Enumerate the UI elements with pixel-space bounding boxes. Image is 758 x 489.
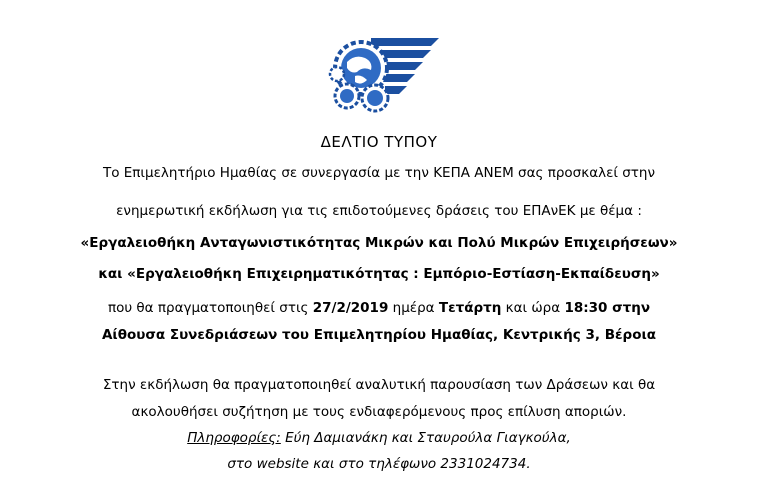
description-line-1: Στην εκδήλωση θα πραγματοποιηθεί αναλυτική παρουσίαση των Δράσεων και θα: [102, 377, 656, 393]
event-datetime-line: [0, 300, 758, 316]
datetime-mid-1: ημέρα: [388, 300, 439, 316]
intro-line-2: ενημερωτική εκδήλωση για τις επιδοτούμενες δράσεις του ΕΠΑνΕΚ με θέμα :: [116, 203, 642, 219]
info-line: [0, 430, 758, 446]
info-label: Πληροφορίες:: [187, 430, 281, 446]
event-date: 27/2/2019: [312, 300, 389, 316]
event-time: 18:30 στην: [564, 300, 651, 316]
topic-line-2: και «Εργαλειοθήκη Επιχειρηματικότητας : Εμπόριο-Εστίαση-Εκπαίδευση»: [98, 266, 660, 282]
event-day: Τετάρτη: [438, 300, 502, 316]
intro-line-1: Το Επιμελητήριο Ημαθίας σε συνεργασία με την ΚΕΠΑ ΑΝΕΜ σας προσκαλεί στην: [102, 165, 656, 181]
topic-line-1: «Εργαλειοθήκη Ανταγωνιστικότητας Μικρών και Πολύ Μικρών Επιχειρήσεων»: [80, 235, 678, 251]
page-title: ΔΕΛΤΙΟ ΤΥΠΟΥ: [320, 133, 438, 151]
datetime-mid-2: και ώρα: [501, 300, 565, 316]
chamber-logo-icon: [327, 34, 445, 116]
contact-line: στο website και στο τηλέφωνο 2331024734.: [227, 456, 531, 472]
info-contacts: Εύη Δαμιανάκη και Σταυρούλα Γιαγκούλα,: [280, 430, 571, 446]
event-venue: Αίθουσα Συνεδριάσεων του Επιμελητηρίου Ημαθίας, Κεντρικής 3, Βέροια: [101, 327, 656, 343]
description-line-2: ακολουθήσει συζήτηση με τους ενδιαφερόμενους προς επίλυση αποριών.: [131, 404, 627, 420]
datetime-prefix: που θα πραγματοποιηθεί στις: [107, 300, 313, 316]
